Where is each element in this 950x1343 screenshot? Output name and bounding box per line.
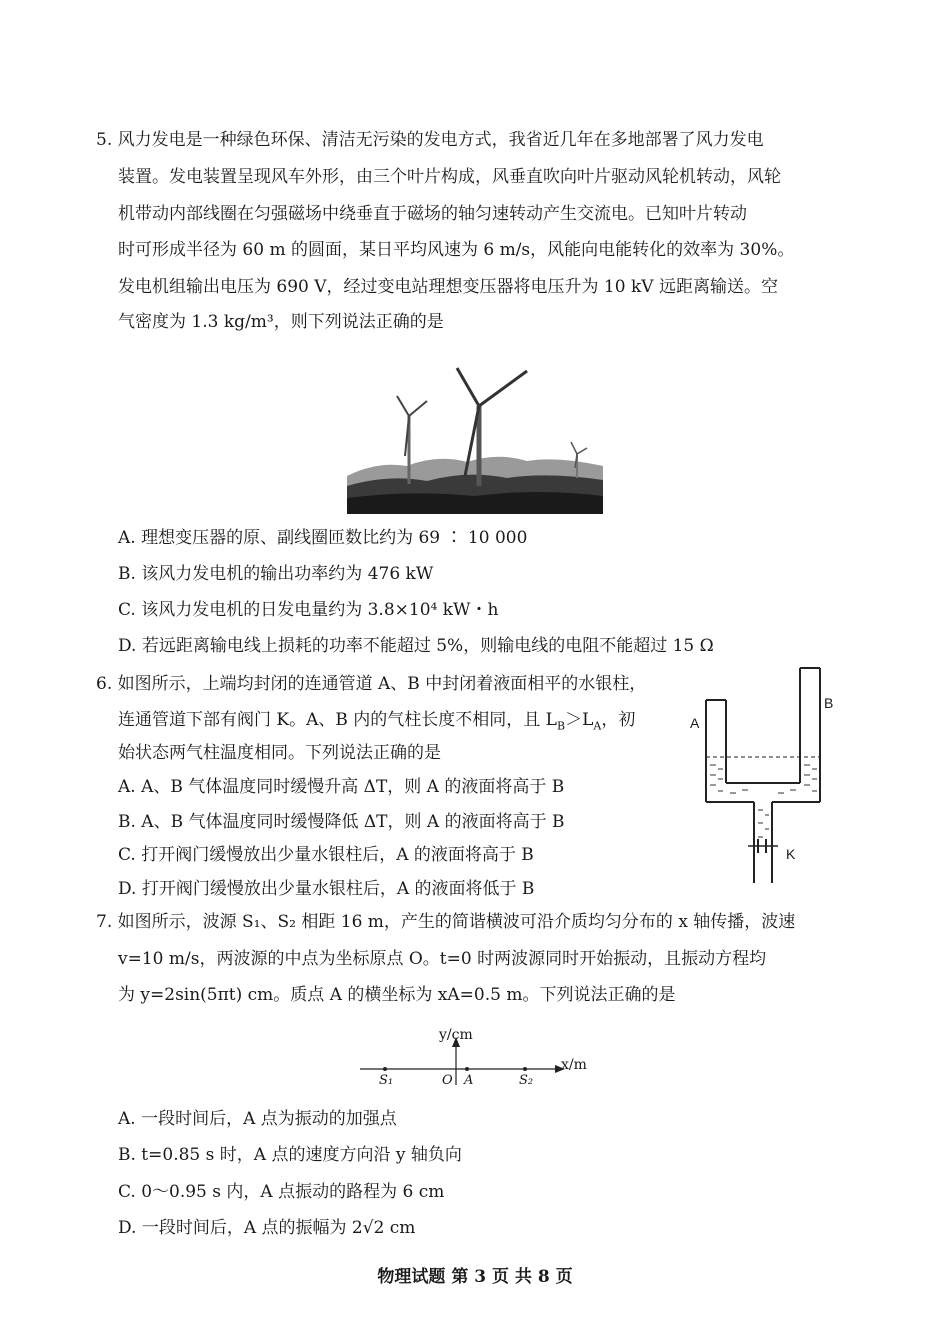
origin-label: O <box>442 1073 453 1088</box>
q7-line-1: 7. 如图所示，波源 S₁、S₂ 相距 16 m，产生的简谐横波可沿介质均匀分布的 x 轴传播，波速 <box>96 912 796 932</box>
q6-option-a: A. A、B 气体温度同时缓慢升高 ΔT，则 A 的液面将高于 B <box>118 777 565 797</box>
q7-option-d: D. 一段时间后，A 点的振幅为 2√2 cm <box>118 1218 416 1238</box>
wind-turbine-photo <box>347 366 603 514</box>
wave-axis-diagram <box>355 1025 595 1095</box>
q6-line-2: 连通管道下部有阀门 K。A、B 内的气柱长度不相同，且 $L_B>L_A$，初 <box>118 710 636 733</box>
x-axis-label: x/m <box>561 1057 587 1073</box>
q6-option-c: C. 打开阀门缓慢放出少量水银柱后，A 的液面将高于 B <box>118 845 534 865</box>
y-axis-label: y/cm <box>439 1027 473 1043</box>
s1-label: S₁ <box>379 1073 394 1088</box>
q6-option-b: B. A、B 气体温度同时缓慢降低 ΔT，则 A 的液面将高于 B <box>118 812 565 832</box>
q5-option-c: C. 该风力发电机的日发电量约为 3.8×10⁴ kW・h <box>118 600 499 620</box>
page-footer: 物理试题 第 3 页 共 8 页 <box>377 1267 573 1287</box>
q5-line-1: 5. 风力发电是一种绿色环保、清洁无污染的发电方式，我省近几年在多地部署了风力发电 <box>96 130 764 150</box>
q5-line-3: 机带动内部线圈在匀强磁场中绕垂直于磁场的轴匀速转动产生交流电。已知叶片转动 <box>118 204 747 224</box>
q7-line-2: v=10 m/s，两波源的中点为坐标原点 O。t=0 时两波源同时开始振动，且振动方程均 <box>118 949 767 969</box>
q7-option-b: B. t=0.85 s 时，A 点的速度方向沿 y 轴负向 <box>118 1145 462 1165</box>
point-a-label: A <box>464 1073 474 1088</box>
q6-line-1: 6. 如图所示，上端均封闭的连通管道 A、B 中封闭着液面相平的水银柱， <box>96 674 647 694</box>
q5-line-2: 装置。发电装置呈现风车外形，由三个叶片构成，风垂直吹向叶片驱动风轮机转动，风轮 <box>118 167 781 187</box>
q6-option-d: D. 打开阀门缓慢放出少量水银柱后，A 的液面将低于 B <box>118 879 535 899</box>
q5-option-d: D. 若远距离输电线上损耗的功率不能超过 5%，则输电线的电阻不能超过 15 Ω <box>118 636 714 656</box>
q7-line-3: 为 y=2sin(5πt) cm。质点 A 的横坐标为 xA=0.5 m。下列说法正确的是 <box>118 985 676 1005</box>
q7-option-a: A. 一段时间后，A 点为振动的加强点 <box>118 1109 397 1129</box>
tube-b-label: B <box>824 695 834 711</box>
q7-option-c: C. 0～0.95 s 内，A 点振动的路程为 6 cm <box>118 1182 445 1202</box>
q5-line-6: 气密度为 1.3 kg/m³，则下列说法正确的是 <box>118 312 444 332</box>
q5-option-b: B. 该风力发电机的输出功率约为 476 kW <box>118 564 434 584</box>
q5-line-5: 发电机组输出电压为 690 V，经过变电站理想变压器将电压升为 10 kV 远距离输送。空 <box>118 277 778 297</box>
q6-line-3: 始状态两气柱温度相同。下列说法正确的是 <box>118 743 441 763</box>
tube-a-label: A <box>690 715 700 731</box>
valve-k-label: K <box>786 846 796 862</box>
u-tube-diagram <box>690 665 850 887</box>
q5-line-4: 时可形成半径为 60 m 的圆面，某日平均风速为 6 m/s，风能向电能转化的效率为 30%。 <box>118 240 795 260</box>
s2-label: S₂ <box>519 1073 534 1088</box>
q5-option-a: A. 理想变压器的原、副线圈匝数比约为 69 ∶ 10 000 <box>118 528 528 548</box>
